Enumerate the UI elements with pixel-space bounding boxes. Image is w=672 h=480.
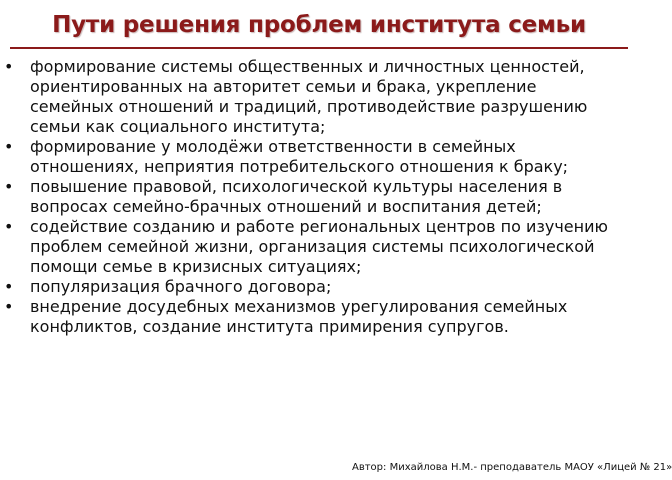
- list-item-text: формирование системы общественных и личностных ценностей, ориентированных на авторитет семьи и брака, укрепление семейных отношений и традиций, противодействие разрушению семьи как социального института;: [30, 57, 588, 136]
- bullet-icon: •: [4, 217, 14, 236]
- list-item: [4, 277, 620, 297]
- bullet-icon: •: [4, 297, 14, 316]
- page-title: Пути решения проблем института семьи: [52, 12, 586, 38]
- list-item-text: внедрение досудебных механизмов урегулирования семейных конфликтов, создание института примирения супругов.: [30, 297, 568, 336]
- list-item-text: содействие созданию и работе региональных центров по изучению проблем семейной жизни, организация системы психологической помощи семье в кризисных ситуациях;: [30, 217, 608, 276]
- list-item-text: популяризация брачного договора;: [30, 277, 332, 296]
- bullet-icon: •: [4, 137, 14, 156]
- list-item: [4, 57, 620, 137]
- list-item: [4, 217, 620, 277]
- solutions-list: [4, 57, 620, 337]
- bullet-icon: •: [4, 277, 14, 296]
- author-credit: Автор: Михайлова Н.М.- преподаватель МАОУ «Лицей № 21»: [352, 462, 672, 473]
- list-item-text: повышение правовой, психологической культуры населения в вопросах семейно-брачных отношений и воспитания детей;: [30, 177, 563, 216]
- list-item: [4, 177, 620, 217]
- bullet-icon: •: [4, 57, 14, 76]
- list-item: [4, 137, 620, 177]
- list-item-text: формирование у молодёжи ответственности в семейных отношениях, неприятия потребительского отношения к браку;: [30, 137, 569, 176]
- list-item: [4, 297, 620, 337]
- bullet-icon: •: [4, 177, 14, 196]
- title-underline: [10, 47, 628, 49]
